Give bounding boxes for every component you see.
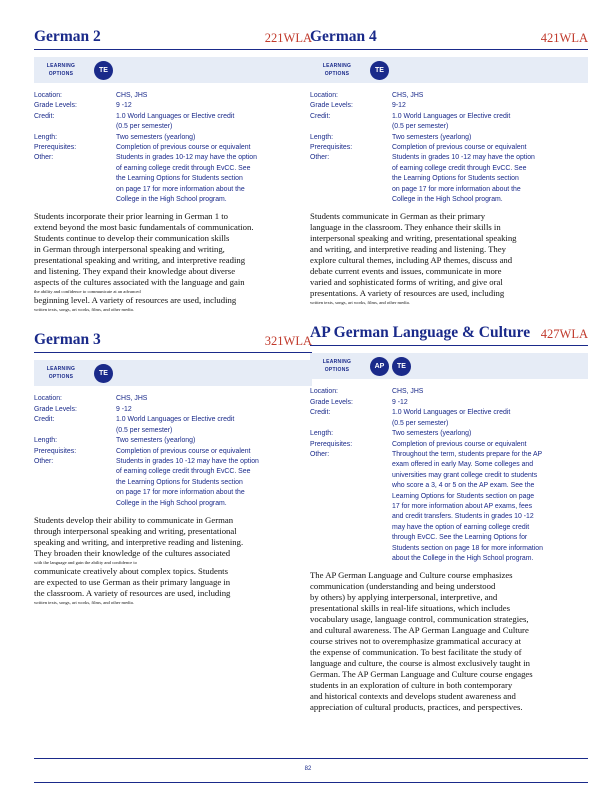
- course-german-3: [34, 327, 312, 605]
- detail-label: [310, 512, 392, 522]
- detail-value: (0.5 per semester): [116, 426, 173, 434]
- detail-value: Students in grades 10 -12 may have the option: [392, 154, 535, 162]
- course-ap-german-language-culture: [310, 320, 588, 713]
- detail-label: [310, 164, 392, 174]
- description-line: appreciation of cultural products, practices, and perspectives.: [310, 702, 523, 713]
- detail-label: Location:: [34, 395, 62, 403]
- course-description: [310, 211, 588, 306]
- description-line: the classroom. A variety of resources are used, including: [34, 587, 231, 598]
- detail-row: [34, 467, 312, 477]
- detail-label: [34, 467, 116, 477]
- detail-value: the Learning Options for Students section: [116, 175, 243, 183]
- detail-label: Location:: [310, 92, 338, 99]
- course-header: [34, 327, 312, 353]
- detail-value: College in the High School program.: [116, 196, 227, 204]
- description-line: written texts, songs, art works, films, and other media.: [34, 307, 134, 313]
- ap-icon: AP: [370, 357, 389, 376]
- detail-value: the Learning Options for Students section: [392, 175, 519, 183]
- detail-row: [34, 153, 312, 163]
- detail-value: Two semesters (yearlong): [392, 430, 472, 438]
- course-header: [34, 24, 312, 50]
- footer-rule-bottom: [34, 782, 588, 783]
- learning-options-icons: [94, 61, 113, 80]
- detail-value: 17 for more information about AP exams, fees: [392, 502, 533, 510]
- detail-value: 9-12: [392, 102, 406, 110]
- course-code: 221WLA: [264, 31, 312, 45]
- course-details: [34, 394, 312, 508]
- description-line: The AP German Language and Culture course emphasizes: [310, 570, 513, 581]
- detail-label: Credit:: [34, 112, 55, 120]
- description-line: debate current events and issues, communicate in more: [310, 266, 502, 277]
- detail-row: [34, 185, 312, 195]
- detail-label: Length:: [310, 430, 333, 438]
- detail-row: [34, 436, 312, 446]
- detail-value: Two semesters (yearlong): [392, 133, 472, 141]
- detail-row: [34, 101, 312, 111]
- description-line: beginning level. A variety of resources are used, including: [34, 295, 237, 306]
- detail-row: [310, 91, 588, 101]
- description-line: are expected to use German as their primary language in: [34, 576, 231, 587]
- detail-row: [34, 164, 312, 174]
- description-line: and cultural awareness. The AP German Language and Culture: [310, 625, 529, 636]
- detail-row: [34, 112, 312, 122]
- detail-row: [310, 523, 588, 533]
- description-line: language in the classroom. They enhance their skills in: [310, 222, 501, 233]
- detail-label: Prerequisites:: [310, 440, 353, 448]
- detail-label: [310, 419, 392, 429]
- detail-row: [34, 488, 312, 498]
- detail-row: [310, 153, 588, 163]
- course-header: [310, 24, 588, 50]
- detail-label: [310, 544, 392, 554]
- detail-row: [34, 415, 312, 425]
- description-line: language and culture, the course is almost exclusively taught in: [310, 658, 531, 669]
- detail-label: [34, 478, 116, 488]
- detail-value: universities may grant college credit to students: [392, 471, 538, 479]
- course-german-2: [34, 24, 312, 313]
- detail-row: [310, 408, 588, 418]
- detail-label: [310, 460, 392, 470]
- detail-row: [310, 471, 588, 481]
- detail-label: Prerequisites:: [310, 144, 353, 152]
- detail-row: [310, 492, 588, 502]
- detail-value: Completion of previous course or equivalent: [116, 144, 251, 152]
- course-code: 321WLA: [264, 334, 312, 349]
- detail-label: [310, 195, 392, 205]
- right-column: [310, 24, 588, 713]
- detail-value: Completion of previous course or equivalent: [392, 144, 527, 152]
- learning-options-label-line: OPTIONS: [324, 71, 350, 77]
- detail-row: [310, 101, 588, 111]
- description-line: by others) by applying interpersonal, interpretive, and: [310, 592, 498, 603]
- description-line: and listening. They expand their knowledge about diverse: [34, 266, 236, 277]
- detail-value: (0.5 per semester): [392, 123, 449, 131]
- description-line: Students continue to develop their communication skills: [34, 233, 230, 244]
- te-icon: TE: [370, 61, 389, 80]
- te-icon: TE: [94, 61, 113, 80]
- learning-options-label-line: OPTIONS: [48, 71, 74, 77]
- detail-label: [310, 185, 392, 195]
- course-details: [310, 387, 588, 564]
- course-header: [310, 320, 588, 346]
- description-line: communicate creatively about complex topics. Students: [34, 565, 228, 576]
- detail-row: [310, 429, 588, 439]
- detail-label: [34, 488, 116, 498]
- footer-rule-top: [34, 758, 588, 759]
- detail-label: Prerequisites:: [34, 447, 77, 455]
- detail-label: [310, 523, 392, 533]
- detail-label: Location:: [310, 388, 338, 396]
- learning-options-label: [310, 62, 364, 78]
- detail-row: [310, 544, 588, 554]
- detail-value: on page 17 for more information about the: [116, 489, 245, 497]
- detail-row: [310, 164, 588, 174]
- detail-row: [310, 133, 588, 143]
- detail-label: Location:: [34, 92, 62, 99]
- detail-row: [310, 502, 588, 512]
- description-line: varied and sophisticated forms of writing, and give oral: [310, 277, 503, 288]
- detail-label: Length:: [34, 437, 57, 445]
- description-line: written texts, songs, art works, films, and other media.: [310, 300, 410, 306]
- detail-row: [310, 419, 588, 429]
- detail-value: Throughout the term, students prepare for the AP: [392, 450, 543, 458]
- detail-label: [34, 195, 116, 205]
- detail-label: [310, 174, 392, 184]
- detail-value: of earning college credit through EvCC. See: [116, 468, 251, 476]
- detail-label: Grade Levels:: [310, 102, 353, 110]
- detail-value: CHS, JHS: [392, 388, 424, 396]
- course-title: AP German Language & Culture: [310, 324, 531, 342]
- detail-value: 9 -12: [116, 102, 132, 110]
- course-code: 421WLA: [540, 31, 588, 45]
- description-line: presentational speaking and writing, and interpretive reading: [34, 255, 246, 266]
- detail-row: [310, 554, 588, 564]
- description-line: communication (understanding and being understood: [310, 581, 496, 592]
- detail-label: [310, 481, 392, 491]
- detail-row: [310, 387, 588, 397]
- description-line: in German through interpersonal speaking and writing,: [34, 244, 225, 255]
- detail-value: who score a 3, 4 or 5 on the AP exam. See the: [392, 482, 535, 490]
- description-line: vocabulary usage, language control, communication strategies,: [310, 614, 529, 625]
- course-description: [34, 211, 312, 313]
- description-line: Students develop their ability to communicate in German: [34, 514, 234, 525]
- detail-label: Length:: [34, 133, 57, 141]
- detail-row: [34, 405, 312, 415]
- detail-label: [34, 164, 116, 174]
- learning-options-bar: [34, 57, 312, 83]
- detail-value: 9 -12: [392, 398, 408, 406]
- detail-value: 1.0 World Languages or Elective credit: [392, 112, 511, 120]
- detail-label: [310, 492, 392, 502]
- detail-row: [34, 133, 312, 143]
- detail-label: [310, 471, 392, 481]
- detail-value: may have the option of earning college credit: [392, 523, 530, 531]
- description-line: Students communicate in German as their primary: [310, 211, 486, 222]
- description-line: and writing, and interpretive reading and listening. They: [310, 244, 506, 255]
- detail-value: Students in grades 10 -12 may have the option: [116, 457, 259, 465]
- learning-options-label-line: LEARNING: [46, 366, 76, 373]
- detail-value: the Learning Options for Students section: [116, 478, 243, 486]
- detail-row: [34, 478, 312, 488]
- detail-label: [310, 533, 392, 543]
- course-title: German 2: [34, 28, 101, 45]
- detail-label: Grade Levels:: [34, 405, 77, 413]
- detail-label: [34, 426, 116, 436]
- detail-row: [310, 122, 588, 132]
- course-title: German 4: [310, 28, 377, 45]
- detail-row: [310, 512, 588, 522]
- course-german-4: [310, 24, 588, 306]
- te-icon: TE: [392, 357, 411, 376]
- detail-row: [310, 450, 588, 460]
- learning-options-icons: [370, 357, 411, 376]
- learning-options-label-line: LEARNING: [46, 63, 76, 69]
- course-code: 427WLA: [540, 327, 588, 342]
- detail-label: [310, 554, 392, 564]
- learning-options-label-line: LEARNING: [322, 63, 352, 69]
- course-description: [310, 570, 588, 713]
- detail-row: [310, 143, 588, 153]
- detail-row: [34, 394, 312, 404]
- detail-value: 1.0 World Languages or Elective credit: [116, 112, 235, 120]
- learning-options-label-line: OPTIONS: [324, 367, 350, 374]
- detail-value: College in the High School program.: [392, 196, 503, 204]
- detail-label: [34, 122, 116, 132]
- detail-value: about the College in the High School program.: [392, 554, 534, 562]
- detail-label: Grade Levels:: [310, 398, 353, 406]
- detail-label: Other:: [34, 457, 54, 465]
- detail-row: [34, 91, 312, 101]
- detail-value: of earning college credit through EvCC. See: [392, 164, 527, 172]
- detail-label: Other:: [34, 154, 54, 162]
- left-column: [34, 24, 312, 606]
- detail-value: CHS, JHS: [392, 92, 424, 99]
- detail-value: 1.0 World Languages or Elective credit: [392, 409, 511, 417]
- learning-options-icons: [94, 364, 113, 383]
- description-line: Students incorporate their prior learning in German 1 to: [34, 211, 228, 222]
- detail-label: [34, 174, 116, 184]
- description-line: They broaden their knowledge of the cultures associated: [34, 547, 231, 558]
- detail-row: [310, 533, 588, 543]
- detail-value: 1.0 World Languages or Elective credit: [116, 416, 235, 424]
- description-line: through interpersonal speaking and writing, presentational: [34, 525, 237, 536]
- description-line: aspects of the cultures associated with the language and gain: [34, 277, 245, 288]
- detail-row: [310, 112, 588, 122]
- learning-options-bar: [310, 57, 588, 83]
- detail-row: [310, 174, 588, 184]
- course-description: [34, 515, 312, 606]
- description-line: students in an exploration of culture in both contemporary: [310, 680, 513, 691]
- detail-row: [310, 195, 588, 205]
- description-line: German. The AP German Language and Culture course engages: [310, 669, 533, 680]
- learning-options-label: [310, 358, 364, 374]
- learning-options-bar: [310, 353, 588, 379]
- detail-value: Learning Options for Students section on page: [392, 492, 535, 500]
- description-line: explore cultural themes, including AP themes, discuss and: [310, 255, 513, 266]
- detail-label: Credit:: [34, 416, 55, 424]
- learning-options-label: [34, 365, 88, 381]
- detail-label: Grade Levels:: [34, 102, 77, 110]
- page-number: 82: [304, 766, 312, 772]
- description-line: course strives not to overemphasize grammatical accuracy at: [310, 636, 522, 647]
- te-icon: TE: [94, 364, 113, 383]
- description-line: speaking and writing, and interpretive reading and listening.: [34, 536, 244, 547]
- detail-value: (0.5 per semester): [392, 419, 449, 427]
- description-line: the ability and confidence to communicate at an advanced: [34, 289, 141, 295]
- detail-value: 9 -12: [116, 405, 132, 413]
- detail-row: [34, 447, 312, 457]
- detail-label: [34, 185, 116, 195]
- description-line: the expense of communication. To best facilitate the study of: [310, 647, 522, 658]
- description-line: interpersonal speaking and writing, presentational speaking: [310, 233, 517, 244]
- detail-row: [34, 499, 312, 509]
- description-line: written texts, songs, art works, films, and other media.: [34, 599, 134, 605]
- detail-label: [310, 122, 392, 132]
- description-line: presentational skills in real-life situations, which includes: [310, 603, 511, 614]
- detail-label: Prerequisites:: [34, 144, 77, 152]
- description-line: and historical contexts and develops student awareness and: [310, 691, 516, 702]
- detail-value: of earning college credit through EvCC. See: [116, 164, 251, 172]
- detail-value: (0.5 per semester): [116, 123, 173, 131]
- learning-options-bar: [34, 360, 312, 386]
- detail-label: Other:: [310, 154, 330, 162]
- detail-label: Other:: [310, 450, 330, 458]
- learning-options-label-line: LEARNING: [322, 359, 352, 366]
- detail-value: Completion of previous course or equivalent: [116, 447, 251, 455]
- detail-value: Two semesters (yearlong): [116, 133, 196, 141]
- detail-value: Students in grades 10-12 may have the option: [116, 154, 257, 162]
- learning-options-label-line: OPTIONS: [48, 374, 74, 381]
- detail-label: Length:: [310, 133, 333, 141]
- detail-label: Credit:: [310, 112, 331, 120]
- detail-row: [34, 195, 312, 205]
- course-title: German 3: [34, 331, 101, 349]
- learning-options-icons: [370, 61, 389, 80]
- detail-row: [34, 426, 312, 436]
- detail-value: exam offered in early May. Some colleges and: [392, 461, 534, 469]
- detail-value: on page 17 for more information about the: [116, 185, 245, 193]
- detail-row: [34, 122, 312, 132]
- detail-label: [310, 502, 392, 512]
- detail-row: [310, 440, 588, 450]
- detail-row: [34, 143, 312, 153]
- detail-label: [34, 499, 116, 509]
- detail-row: [310, 185, 588, 195]
- detail-value: and credit transfers. Students in grades 10 -12: [392, 513, 534, 521]
- detail-row: [310, 460, 588, 470]
- detail-row: [310, 398, 588, 408]
- detail-row: [34, 174, 312, 184]
- detail-row: [34, 457, 312, 467]
- description-line: extend beyond the most basic fundamentals of communication.: [34, 222, 254, 233]
- description-line: presentations. A variety of resources are used, including: [310, 288, 505, 299]
- detail-value: CHS, JHS: [116, 92, 148, 99]
- detail-value: Completion of previous course or equivalent: [392, 440, 527, 448]
- description-line: with the language and gain the ability and confidence to: [34, 559, 137, 565]
- detail-value: College in the High School program.: [116, 499, 227, 507]
- detail-value: through EvCC. See the Learning Options for: [392, 534, 528, 542]
- detail-row: [310, 481, 588, 491]
- course-details: [34, 91, 312, 205]
- detail-value: Students section on page 18 for more information: [392, 544, 543, 552]
- detail-value: on page 17 for more information about the: [392, 185, 521, 193]
- detail-value: CHS, JHS: [116, 395, 148, 403]
- detail-value: Two semesters (yearlong): [116, 437, 196, 445]
- course-details: [310, 91, 588, 205]
- detail-label: Credit:: [310, 409, 331, 417]
- learning-options-label: [34, 62, 88, 78]
